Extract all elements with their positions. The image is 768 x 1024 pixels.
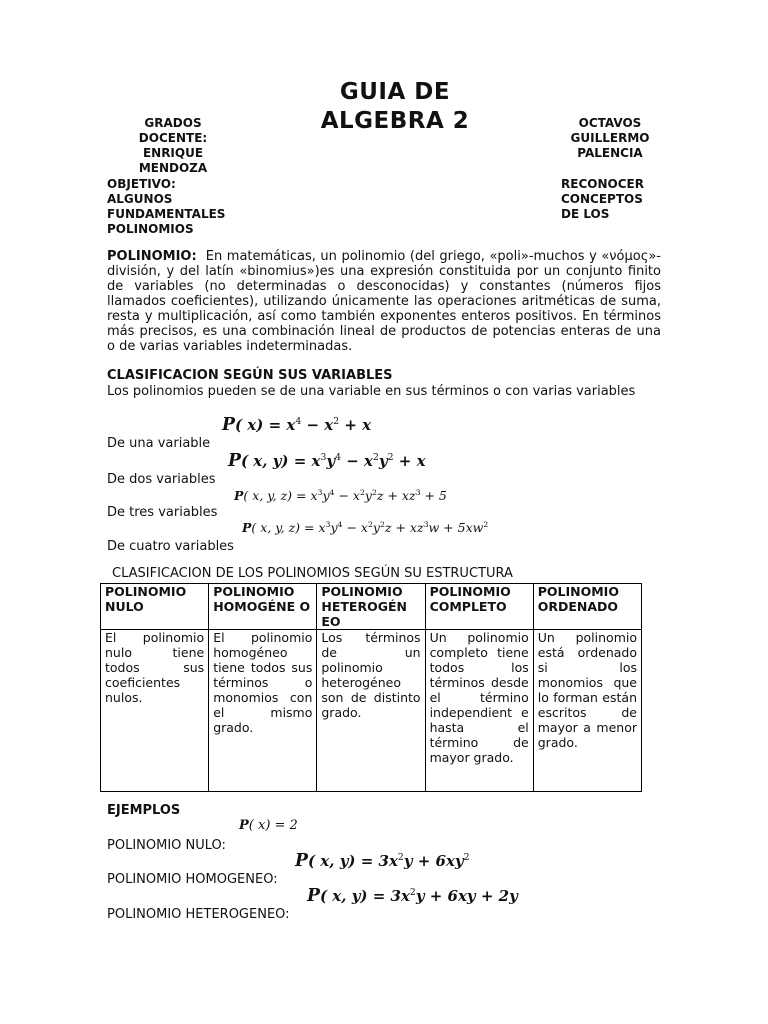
label-four-variables: De cuatro variables (107, 539, 234, 554)
variables-heading: CLASIFICACION SEGÚN SUS VARIABLES (107, 368, 393, 383)
grados-value: OCTAVOS (578, 116, 642, 130)
docente-name-right1: GUILLERMO (570, 131, 650, 145)
table-cell-heterogeneo: Los términos de un polinomio heterogéneo son de distinto grado. (317, 630, 425, 792)
polinomio-term: POLINOMIO: (107, 249, 197, 264)
label-three-variables: De tres variables (107, 505, 218, 520)
docente-name-right2: PALENCIA (577, 146, 643, 160)
examples-heading: EJEMPLOS (107, 803, 181, 818)
structure-table-body-row (101, 630, 642, 792)
formula-one-variable: P( $x) = x^4 - x^2 + x$ (222, 415, 372, 435)
docente-label: DOCENTE: (138, 131, 208, 145)
structure-heading: CLASIFICACION DE LOS POLINOMIOS SEGÚN SU ESTRUCTURA (112, 566, 513, 581)
objetivo-label: OBJETIVO: (107, 177, 176, 191)
table-header-heterogeneo: POLINOMIO HETEROGÉN EO (317, 584, 425, 630)
objetivo-right2: CONCEPTOS (561, 192, 643, 206)
polinomio-definition-text: En matemáticas, un polinomio (del griego, «poli»-muchos y «νόμος»-división, y del latín «binomius»)es una expresión constituida por un conjunto finito de variables (no determinadas o desconocidas) y constantes (números fijos llamados coeficientes), utilizando únicamente las operaciones aritméticas de suma, resta y multiplicación, así como también exponentes enteros positivos. En términos más precisos, es una combinación lineal de productos de potencias enteras de una o de varias variables indeterminadas. (107, 249, 662, 354)
formula-three-variables: P( x, y, $z) = x^3y^4 - x^2y^2z + xz^3 + 5$ (234, 488, 447, 504)
table-header-ordenado: POLINOMIO ORDENADO (533, 584, 641, 630)
grados-label: GRADOS (144, 116, 202, 130)
formula-nulo: P( x) = 2 (239, 818, 298, 833)
label-polinomio-homogeneo: POLINOMIO HOMOGENEO: (107, 872, 278, 887)
document-title-line2: ALGEBRA 2 (320, 108, 470, 134)
table-cell-nulo: El polinomio nulo tiene todos sus coeficientes nulos. (101, 630, 209, 792)
polinomio-definition (107, 249, 661, 354)
table-cell-ordenado: Un polinomio está ordenado si los monomios que lo forman están escritos de mayor a menor grado. (533, 630, 641, 792)
formula-four-variables: P( x, y, $z) = x^3y^4 - x^2y^2z + xz^3w + 5xw^2$ (242, 520, 489, 536)
docente-last-name: MENDOZA (138, 161, 208, 175)
table-header-nulo: POLINOMIO NULO (101, 584, 209, 630)
formula-heterogeneo: P( x, $y) = 3x^2y + 6xy + 2y$ (307, 886, 518, 906)
objetivo-right3: DE LOS (561, 207, 610, 221)
structure-table-header-row (101, 584, 642, 630)
objetivo-left3: POLINOMIOS (107, 222, 194, 236)
objetivo-left1: ALGUNOS (107, 192, 173, 206)
label-one-variable: De una variable (107, 436, 211, 451)
objetivo-right1: RECONOCER (561, 177, 644, 191)
label-two-variables: De dos variables (107, 472, 216, 487)
document-title-line1: GUIA DE (339, 79, 451, 105)
label-polinomio-heterogeneo: POLINOMIO HETEROGENEO: (107, 907, 290, 922)
table-cell-completo: Un polinomio completo tiene todos los términos desde el término independient e hasta el término de mayor grado. (425, 630, 533, 792)
formula-two-variables: P( x, $y) = x^3y^4 - x^2y^2 + x$ (228, 451, 426, 471)
docente-first-name: ENRIQUE (142, 146, 204, 160)
table-header-completo: POLINOMIO COMPLETO (425, 584, 533, 630)
structure-table (100, 583, 642, 792)
formula-homogeneo: P( x, $y) = 3x^2y + 6xy^2$ (295, 851, 470, 871)
variables-intro: Los polinomios pueden se de una variable en sus términos o con varias variables (107, 384, 636, 399)
table-header-homogeneo: POLINOMIO HOMOGÉNE O (209, 584, 317, 630)
table-cell-homogeneo: El polinomio homogéneo tiene todos sus términos o monomios con el mismo grado. (209, 630, 317, 792)
label-polinomio-nulo: POLINOMIO NULO: (107, 838, 226, 853)
objetivo-left2: FUNDAMENTALES (107, 207, 226, 221)
